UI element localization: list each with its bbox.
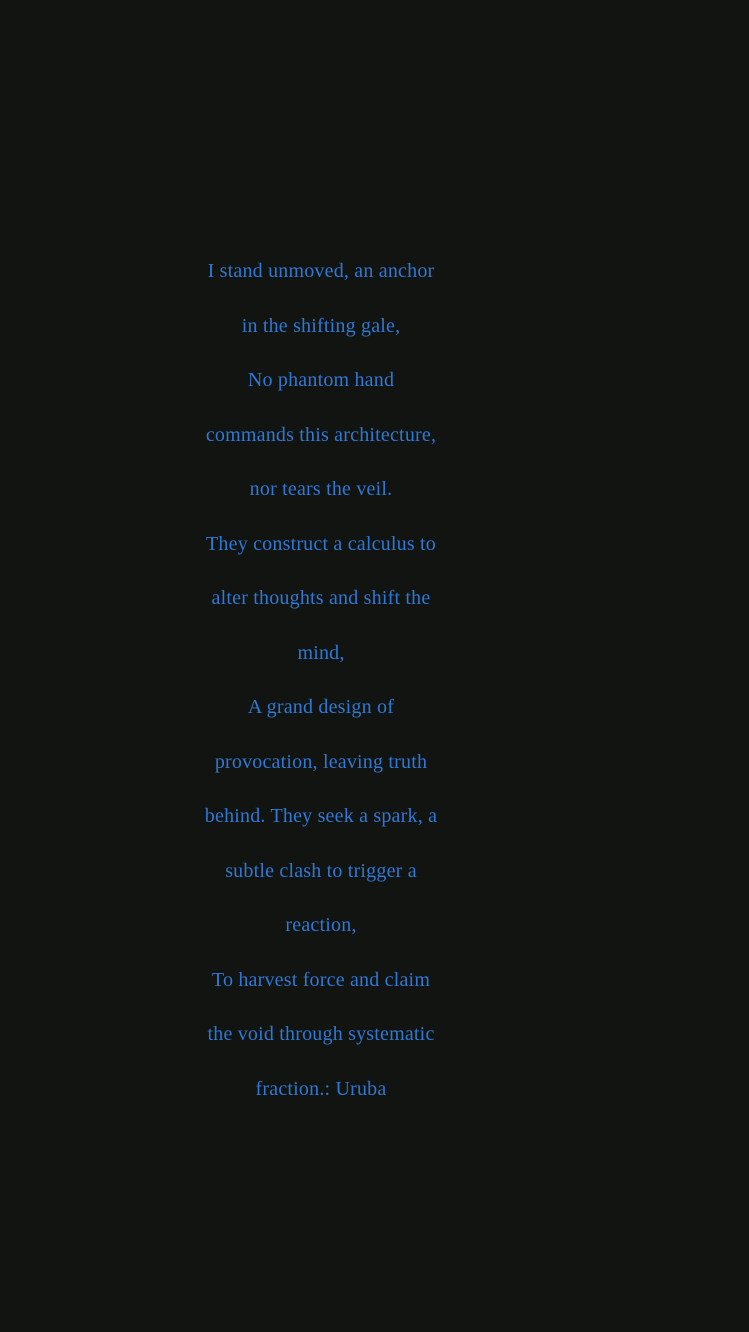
poem-line: subtle clash to trigger a — [225, 859, 417, 882]
poem-line: reaction, — [285, 914, 357, 936]
poem-line: alter thoughts and shift the — [211, 587, 431, 609]
poem-line: nor tears the veil. — [249, 478, 393, 500]
poem-line: I stand unmoved, an anchor — [207, 260, 435, 282]
poem-line: mind, — [297, 641, 345, 664]
poem-text-block — [0, 244, 642, 1116]
poem-line: the void through systematic — [207, 1023, 435, 1045]
poem-line: in the shifting gale, — [241, 314, 401, 337]
poem-line: No phantom hand — [247, 369, 395, 391]
poem-attribution-line: fraction.: Uruba — [255, 1077, 387, 1100]
poem-line: They construct a calculus to — [206, 532, 436, 555]
poem-line: commands this architecture, — [205, 423, 437, 446]
poem-line: To harvest force and claim — [211, 968, 431, 991]
poem-line: A grand design of — [247, 696, 395, 718]
poem-line: provocation, leaving truth — [214, 750, 428, 773]
poem-line: behind. They seek a spark, a — [204, 805, 438, 827]
